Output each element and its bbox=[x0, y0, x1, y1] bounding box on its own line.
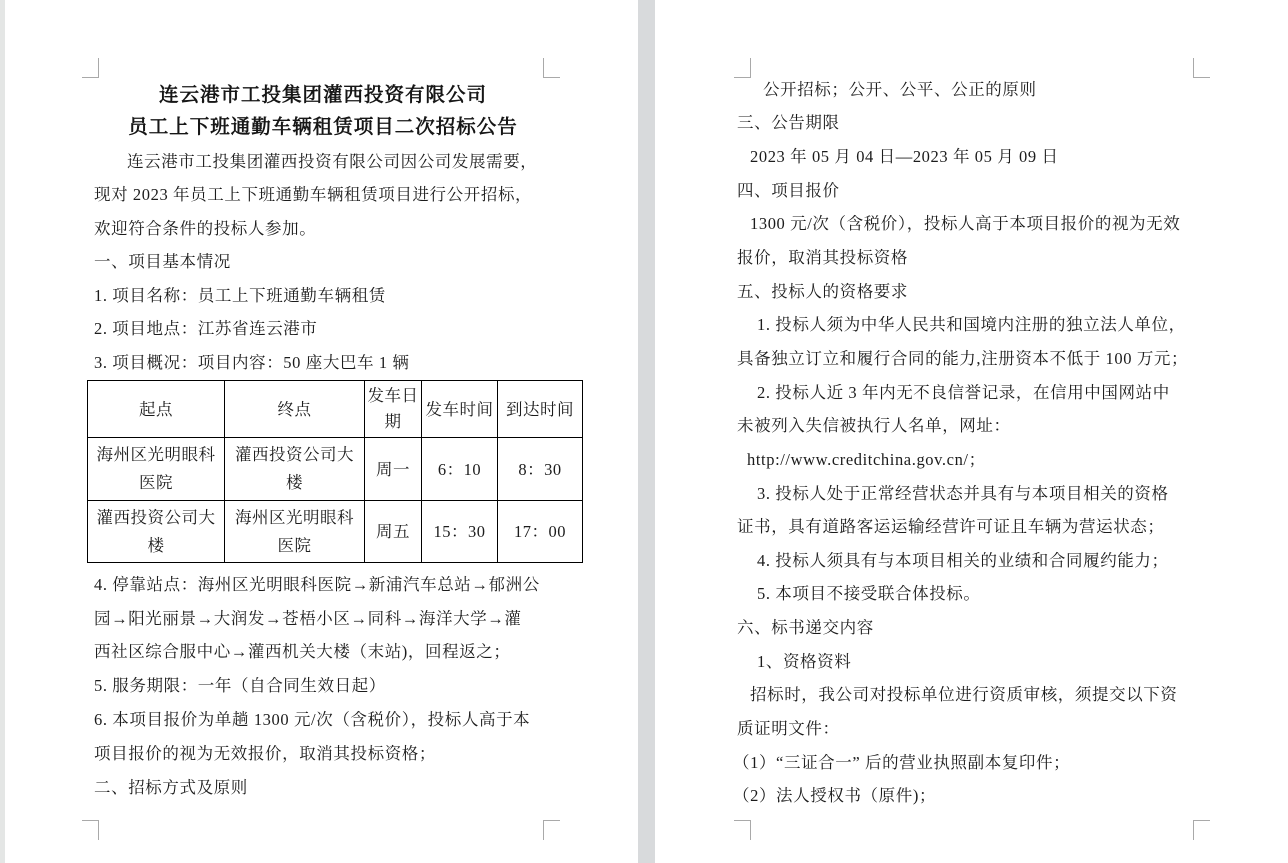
cell-value: 海州区光明眼科医院 bbox=[96, 445, 216, 492]
text-line: 5. 本项目不接受联合体投标。 bbox=[757, 584, 981, 604]
crop-mark-bottom-right-icon bbox=[543, 820, 560, 840]
table-cell bbox=[498, 501, 583, 563]
text-line: 五、投标人的资格要求 bbox=[737, 281, 908, 301]
schedule-table-header bbox=[88, 381, 583, 438]
text-line: （1）“三证合一” 后的营业执照副本复印件； bbox=[733, 752, 1071, 772]
title-line-2: 员工上下班通勤车辆租赁项目二次招标公告 bbox=[128, 117, 518, 138]
cell-value: 周一 bbox=[376, 459, 410, 479]
text-line: 1300 元/次（含税价），投标人高于本项目报价的视为无效 bbox=[750, 214, 1181, 234]
cell-value: 灌西投资公司大楼 bbox=[96, 507, 216, 555]
text-line: 1. 项目名称：员工上下班通勤车辆租赁 bbox=[94, 285, 386, 305]
header-label: 到达时间 bbox=[506, 399, 574, 419]
document-title bbox=[98, 80, 548, 144]
text-line: 六、标书递交内容 bbox=[737, 618, 874, 638]
page-1-body-top bbox=[94, 143, 574, 378]
text-line: 未被列入失信被执行人名单，网址： bbox=[737, 416, 1011, 436]
cell-value: 6：10 bbox=[437, 459, 482, 479]
page-2-body bbox=[733, 71, 1277, 811]
text-line: 欢迎符合条件的投标人参加。 bbox=[94, 218, 317, 238]
crop-mark-bottom-right-icon bbox=[1193, 820, 1210, 840]
header-label: 起点 bbox=[139, 399, 173, 419]
text-line: 6. 本项目报价为单趟 1300 元/次（含税价），投标人高于本 bbox=[94, 710, 531, 730]
text-line: 证书，具有道路客运运输经营许可证且车辆为营运状态； bbox=[737, 517, 1165, 537]
cell-value: 15：30 bbox=[433, 522, 486, 541]
table-header-cell bbox=[225, 381, 365, 438]
text-line: http://www.creditchina.gov.cn/； bbox=[747, 449, 986, 469]
text-line: 一、项目基本情况 bbox=[94, 252, 231, 272]
text-line: 3. 投标人处于正常经营状态并具有与本项目相关的资格 bbox=[757, 483, 1169, 503]
table-cell bbox=[365, 501, 422, 563]
table-cell bbox=[88, 501, 225, 563]
table-cell bbox=[498, 438, 583, 501]
text-line: 2. 投标人近 3 年内无不良信誉记录，在信用中国网站中 bbox=[757, 382, 1170, 402]
text-line: 4. 投标人须具有与本项目相关的业绩和合同履约能力； bbox=[757, 550, 1169, 570]
crop-mark-bottom-left-icon bbox=[734, 820, 751, 840]
text-line: 连云港市工投集团灌西投资有限公司因公司发展需要， bbox=[127, 151, 538, 171]
text-line: 项目报价的视为无效报价，取消其投标资格； bbox=[94, 743, 436, 763]
table-cell bbox=[422, 501, 498, 563]
text-line: 西社区综合服中心→灌西机关大楼（末站)，回程返之； bbox=[94, 642, 511, 662]
text-line: 三、公告期限 bbox=[737, 113, 840, 133]
cell-value: 8：30 bbox=[518, 459, 562, 479]
table-cell bbox=[422, 438, 498, 501]
page-gap bbox=[638, 0, 655, 863]
cell-value: 灌西投资公司大楼 bbox=[235, 445, 354, 492]
text-line: 报价，取消其投标资格 bbox=[737, 248, 908, 268]
text-line: 1、资格资料 bbox=[757, 651, 852, 671]
table-cell bbox=[225, 438, 365, 501]
text-line: 3. 项目概况：项目内容：50 座大巴车 1 辆 bbox=[94, 352, 410, 372]
text-line: 二、招标方式及原则 bbox=[94, 777, 248, 797]
text-line: 2. 项目地点：江苏省连云港市 bbox=[94, 319, 318, 339]
table-header-cell bbox=[422, 381, 498, 438]
text-line: 具备独立订立和履行合同的能力,注册资本不低于 100 万元； bbox=[737, 348, 1189, 368]
cell-value: 周五 bbox=[376, 522, 410, 541]
text-line: 质证明文件： bbox=[737, 718, 840, 738]
text-line: 公开招标；公开、公平、公正的原则 bbox=[763, 79, 1037, 99]
bus-schedule-table bbox=[87, 380, 583, 563]
crop-mark-top-left-icon bbox=[82, 58, 99, 78]
header-label: 发车日期 bbox=[367, 386, 419, 431]
table-header-cell bbox=[498, 381, 583, 438]
text-line: 四、项目报价 bbox=[737, 180, 840, 200]
text-line: 2023 年 05 月 04 日—2023 年 05 月 09 日 bbox=[750, 147, 1059, 167]
table-header-cell bbox=[365, 381, 422, 438]
table-header-cell bbox=[88, 381, 225, 438]
text-line: 招标时，我公司对投标单位进行资质审核，须提交以下资 bbox=[750, 685, 1178, 705]
page-2 bbox=[655, 0, 1288, 863]
crop-mark-top-right-icon bbox=[543, 58, 560, 78]
text-line: 现对 2023 年员工上下班通勤车辆租赁项目进行公开招标， bbox=[94, 185, 533, 205]
schedule-table-body bbox=[88, 438, 583, 563]
table-cell bbox=[225, 501, 365, 563]
cell-value: 海州区光明眼科医院 bbox=[235, 507, 354, 555]
cell-value: 17：00 bbox=[514, 522, 566, 541]
text-line: （2）法人授权书（原件)； bbox=[733, 786, 937, 806]
table-cell bbox=[88, 438, 225, 501]
header-label: 发车时间 bbox=[425, 399, 494, 419]
text-line: 5. 服务期限：一年（自合同生效日起） bbox=[94, 676, 386, 696]
text-line: 园→阳光丽景→大润发→苍梧小区→同科→海洋大学→灌 bbox=[94, 608, 522, 628]
page-1-body-bottom bbox=[94, 566, 594, 803]
table-row bbox=[88, 438, 583, 501]
page-1 bbox=[5, 0, 638, 863]
crop-mark-bottom-left-icon bbox=[82, 820, 99, 840]
text-line: 4. 停靠站点：海州区光明眼科医院→新浦汽车总站→郁洲公 bbox=[94, 574, 540, 594]
title-line-1: 连云港市工投集团灌西投资有限公司 bbox=[158, 85, 487, 106]
header-label: 终点 bbox=[277, 399, 312, 419]
table-header-row bbox=[88, 381, 583, 438]
table-cell bbox=[365, 438, 422, 501]
table-row bbox=[88, 501, 583, 563]
text-line: 1. 投标人须为中华人民共和国境内注册的独立法人单位， bbox=[757, 315, 1186, 335]
